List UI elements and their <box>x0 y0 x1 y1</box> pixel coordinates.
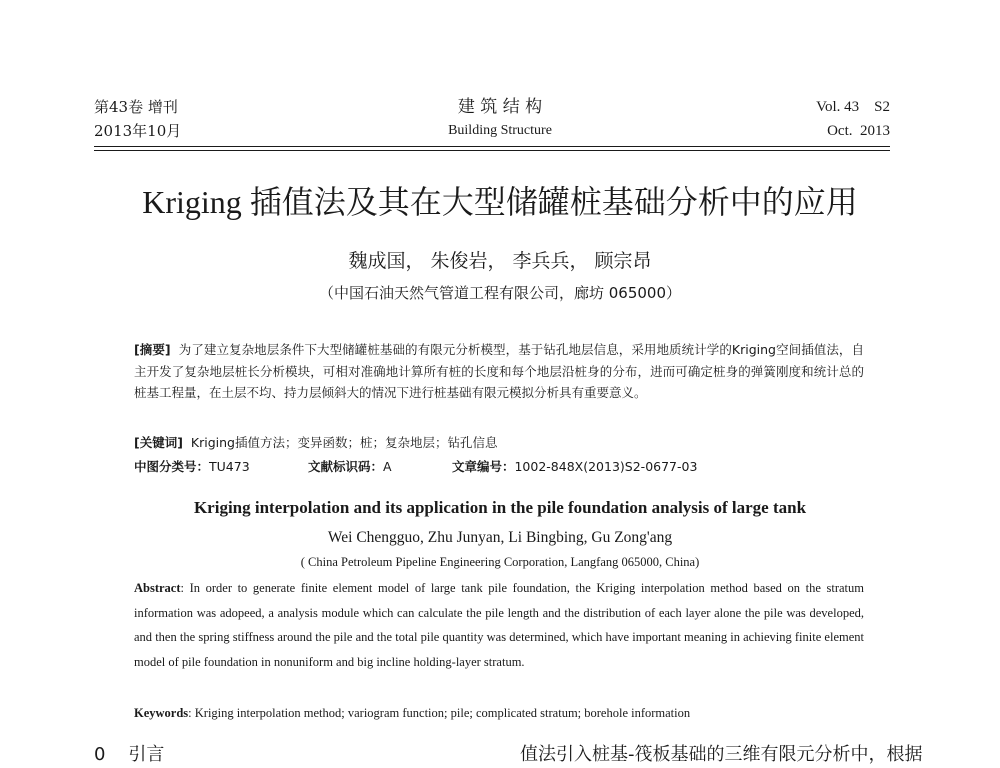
article-no-label: 文章编号： <box>451 459 515 474</box>
abstract-en-label: Abstract <box>134 581 181 595</box>
date-en: Oct. 2013 <box>827 123 890 139</box>
keywords-en-label: Keywords <box>134 706 189 720</box>
abstract-cn-label: [摘要] <box>134 342 171 357</box>
journal-name-en: Building Structure <box>448 123 552 138</box>
keywords-cn-label: [关键词] <box>134 435 183 450</box>
authors-cn: 魏成国， 朱俊岩， 李兵兵， 顾宗昂 <box>348 250 652 272</box>
abstract-en-text: : In order to generate finite element model of large tank pile foundation, the Kriging interpolation method based on the stratum information was adopeed, a analysis module which can calculate the pile length and the distribution of each layer alone the pile was developed, and then the spring stiffness around the pile and the total pile quantity was determined, which have important meaning in achieving finite element model of pile foundation in nonuniform and big incline holding-layer stratum. <box>134 581 864 669</box>
authors-en: Wei Chengguo, Zhu Junyan, Li Bingbing, Gu Zong'ang <box>327 529 673 546</box>
paper-title-cn <box>0 182 1000 222</box>
volume-en: Vol. 43 S2 <box>816 99 890 115</box>
abstract-cn <box>134 339 864 404</box>
paper-title-en: Kriging interpolation and its application in the pile foundation analysis of large tank <box>193 498 807 517</box>
abstract-cn-text: 为了建立复杂地层条件下大型储罐桩基础的有限元分析模型，基于钻孔地层信息，采用地质统计学的Kriging空间插值法，自主开发了复杂地层桩长分析模块，可相对准确地计算所有桩的长度和每个地层沿桩身的分布，进而可确定桩身的弹簧刚度和统计总的桩基工程量，在土层不均、持力层倾斜大的情况下进行桩基础有限元模拟分析具有重要意义。 <box>134 342 864 400</box>
clc-value: TU473 <box>209 459 250 474</box>
date-cn: 2013年10月 <box>94 122 182 140</box>
article-no-value: 1002-848X(2013)S2-0677-03 <box>514 459 698 474</box>
affiliation-en: ( China Petroleum Pipeline Engineering Corporation, Langfang 065000, China) <box>300 555 700 569</box>
title-latin-part: Kriging <box>142 184 250 220</box>
title-cn-part: 插值法及其在大型储罐桩基础分析中的应用 <box>249 183 858 221</box>
keywords-en <box>134 702 894 724</box>
journal-name-cn: 建 筑 结 构 <box>457 97 543 117</box>
volume-cn: 第43卷 增刊 <box>94 98 178 116</box>
clc-label: 中图分类号： <box>134 459 210 474</box>
doc-code-label: 文献标识码： <box>307 459 383 474</box>
body-text-fragment: 值法引入桩基-筏板基础的三维有限元分析中，根据 <box>520 744 923 765</box>
keywords-en-text: : Kriging interpolation method; variogram function; pile; complicated stratum; borehole information <box>188 706 691 720</box>
affiliation-cn: （中国石油天然气管道工程有限公司，廊坊 065000） <box>318 284 682 302</box>
keywords-cn-text: Kriging插值方法；变异函数；桩；复杂地层；钻孔信息 <box>190 435 498 450</box>
doc-code-value: A <box>383 459 392 474</box>
header-rule-bottom <box>94 150 890 151</box>
classification-line <box>134 456 864 478</box>
abstract-en <box>134 576 864 674</box>
header-rule-top <box>94 146 890 147</box>
keywords-cn <box>134 432 864 454</box>
section-heading-intro: 0 引言 <box>94 744 165 765</box>
